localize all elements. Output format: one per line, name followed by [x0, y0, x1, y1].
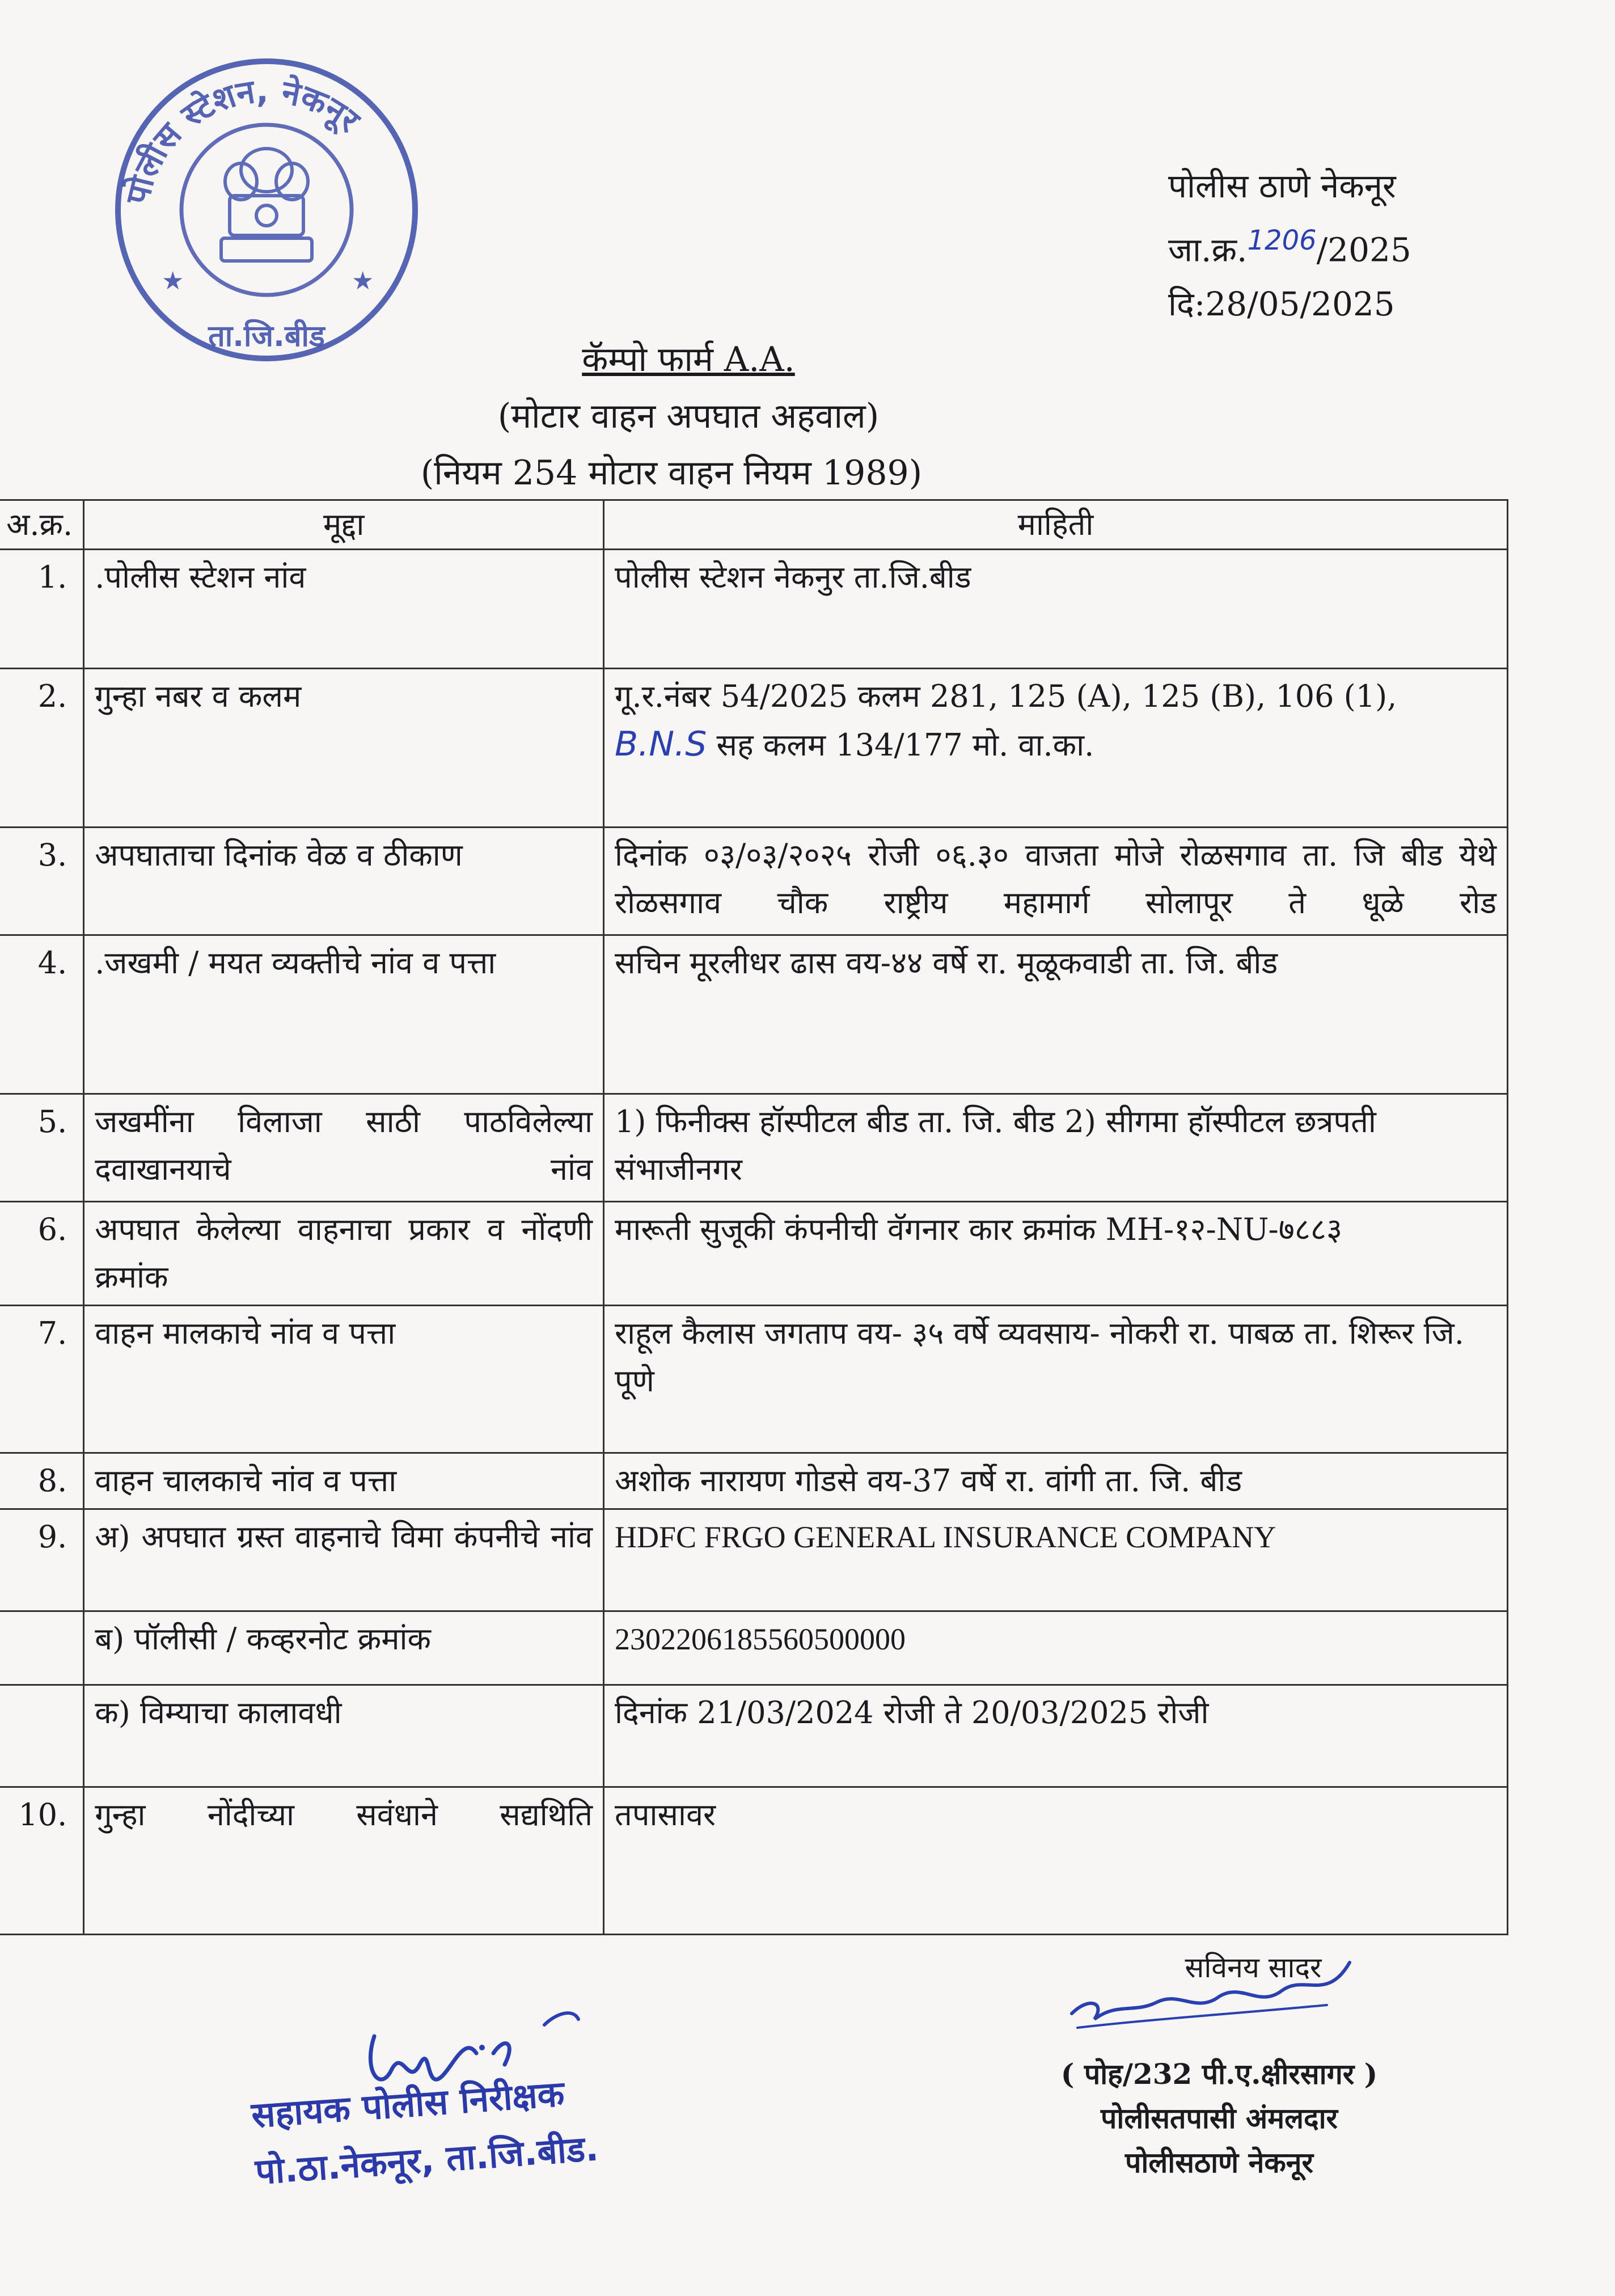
row-info: 2302206185560500000 — [604, 1611, 1508, 1685]
handwritten-ref-number: 1206 — [1247, 225, 1317, 256]
table-row — [0, 1202, 1508, 1306]
row-number: 3. — [0, 828, 84, 935]
table-row — [0, 669, 1508, 828]
station-name: पोलीस ठाणे नेकनूर — [1168, 167, 1396, 205]
table-row — [0, 550, 1508, 669]
reference-number — [1168, 213, 1411, 277]
row-info — [604, 669, 1508, 828]
svg-text:★: ★ — [352, 267, 374, 296]
row-info: 1) फिनीक्स हॉस्पीटल बीड ता. जि. बीड 2) सीगमा हॉस्पीटल छत्रपती संभाजीनगर — [604, 1094, 1508, 1202]
row-info-line1: गू.र.नंबर 54/2025 कलम 281, 125 (A), 125 (B), 106 (1), — [615, 678, 1397, 714]
row-number: 4. — [0, 935, 84, 1094]
ref-suffix: /2025 — [1316, 230, 1411, 269]
reference-header — [1168, 159, 1411, 331]
row-number: 5. — [0, 1094, 84, 1202]
svg-text:ता.जि.बीड: ता.जि.बीड — [208, 319, 325, 353]
row-info: दिनांक ०३/०३/२०२५ रोजी ०६.३० वाजता मोजे रोळसगाव ता. जि बीड येथे रोळसगाव चौक राष्ट्रीय महामार्ग सोलापूर ते धूळे रोड — [604, 828, 1508, 935]
row-number: 9. — [0, 1509, 84, 1611]
report-date: दि:28/05/2025 — [1168, 285, 1395, 324]
officer-signature-block — [1015, 1945, 1423, 2185]
officer-name: ( पोह/232 पी.ए.क्षीरसागर ) — [1060, 2057, 1378, 2091]
table-row — [0, 1094, 1508, 1202]
column-header-issue: मूद्दा — [84, 500, 604, 550]
row-issue: .पोलीस स्टेशन नांव — [84, 550, 604, 669]
row-info-line2: B.N.S सह कलम 134/177 मो. वा.का. — [615, 724, 1094, 764]
station-seal-stamp — [108, 51, 425, 369]
row-number: 6. — [0, 1202, 84, 1306]
officer-station: पोलीसठाणे नेकनूर — [1125, 2146, 1313, 2179]
row-info: तपासावर — [604, 1787, 1508, 1935]
table-row — [0, 1509, 1508, 1611]
table-row — [0, 935, 1508, 1094]
handwritten-bns: B.N.S — [615, 724, 707, 764]
table-row — [0, 1611, 1508, 1685]
row-info: अशोक नारायण गोडसे वय-37 वर्षे रा. वांगी ता. जि. बीड — [604, 1453, 1508, 1509]
row-info: सचिन मूरलीधर ढास वय-४४ वर्षे रा. मूळूकवाडी ता. जि. बीड — [604, 935, 1508, 1094]
row-issue: .जखमी / मयत व्यक्तीचे नांव व पत्ता — [84, 935, 604, 1094]
row-issue: ब) पॉलीसी / कव्हरनोट क्रमांक — [84, 1611, 604, 1685]
table-header-row — [0, 500, 1508, 550]
row-issue: गुन्हा नोंदीच्या सवंधाने सद्यथिति — [84, 1787, 604, 1935]
row-issue: गुन्हा नबर व कलम — [84, 669, 604, 828]
column-header-info: माहिती — [604, 500, 1508, 550]
svg-text:★: ★ — [162, 267, 184, 296]
row-issue: अपघाताचा दिनांक वेळ व ठीकाण — [84, 828, 604, 935]
form-subtitle: (मोटार वाहन अपघात अहवाल) — [497, 396, 880, 436]
form-title: कॅम्पो फार्म A.A. — [582, 340, 795, 379]
seal-emblem-icon — [108, 51, 425, 369]
row-number — [0, 1685, 84, 1787]
salutation: सविनय सादर — [1185, 1951, 1322, 1984]
table-row — [0, 1453, 1508, 1509]
row-number: 1. — [0, 550, 84, 669]
row-number: 2. — [0, 669, 84, 828]
inspector-designation: सहायक पोलीस निरीक्षक — [250, 2073, 566, 2136]
row-info: दिनांक 21/03/2024 रोजी ते 20/03/2025 रोजी — [604, 1685, 1508, 1787]
row-number: 10. — [0, 1787, 84, 1935]
table-row — [0, 1787, 1508, 1935]
row-issue: वाहन मालकाचे नांव व पत्ता — [84, 1306, 604, 1453]
officer-designation: पोलीसतपासी अंमलदार — [1101, 2101, 1338, 2135]
column-header-serial: अ.क्र. — [0, 500, 84, 550]
row-issue: क) विम्याचा कालावधी — [84, 1685, 604, 1787]
row-issue: अपघात केलेल्या वाहनाचा प्रकार व नोंदणी क्रमांक — [84, 1202, 604, 1306]
row-issue: अ) अपघात ग्रस्त वाहनाचे विमा कंपनीचे नांव — [84, 1509, 604, 1611]
row-issue: जखमींना विलाजा साठी पाठविलेल्या दवाखानयाचे नांव — [84, 1094, 604, 1202]
inspector-stamp — [250, 2063, 601, 2201]
row-info: HDFC FRGO GENERAL INSURANCE COMPANY — [604, 1509, 1508, 1611]
row-number: 7. — [0, 1306, 84, 1453]
row-info: राहूल कैलास जगताप वय- ३५ वर्षे व्यवसाय- नोकरी रा. पाबळ ता. शिरूर जि. पूणे — [604, 1306, 1508, 1453]
row-number — [0, 1611, 84, 1685]
table-row — [0, 1306, 1508, 1453]
table-row — [0, 1685, 1508, 1787]
row-info: पोलीस स्टेशन नेकनुर ता.जि.बीड — [604, 550, 1508, 669]
svg-text:पोलीस स्टेशन, नेकनूर: पोलीस स्टेशन, नेकनूर — [117, 71, 367, 208]
accident-report-table — [0, 499, 1508, 1935]
inspector-station: पो.ठा.नेकनूर, ता.जि.बीड. — [253, 2127, 600, 2193]
row-info: मारूती सुजूकी कंपनीची वॅगनार कार क्रमांक MH-१२-NU-७८८३ — [604, 1202, 1508, 1306]
table-row — [0, 828, 1508, 935]
row-issue: वाहन चालकाचे नांव व पत्ता — [84, 1453, 604, 1509]
row-number: 8. — [0, 1453, 84, 1509]
ref-prefix: जा.क्र. — [1168, 230, 1248, 269]
form-rule-reference: (नियम 254 मोटार वाहन नियम 1989) — [420, 453, 923, 493]
